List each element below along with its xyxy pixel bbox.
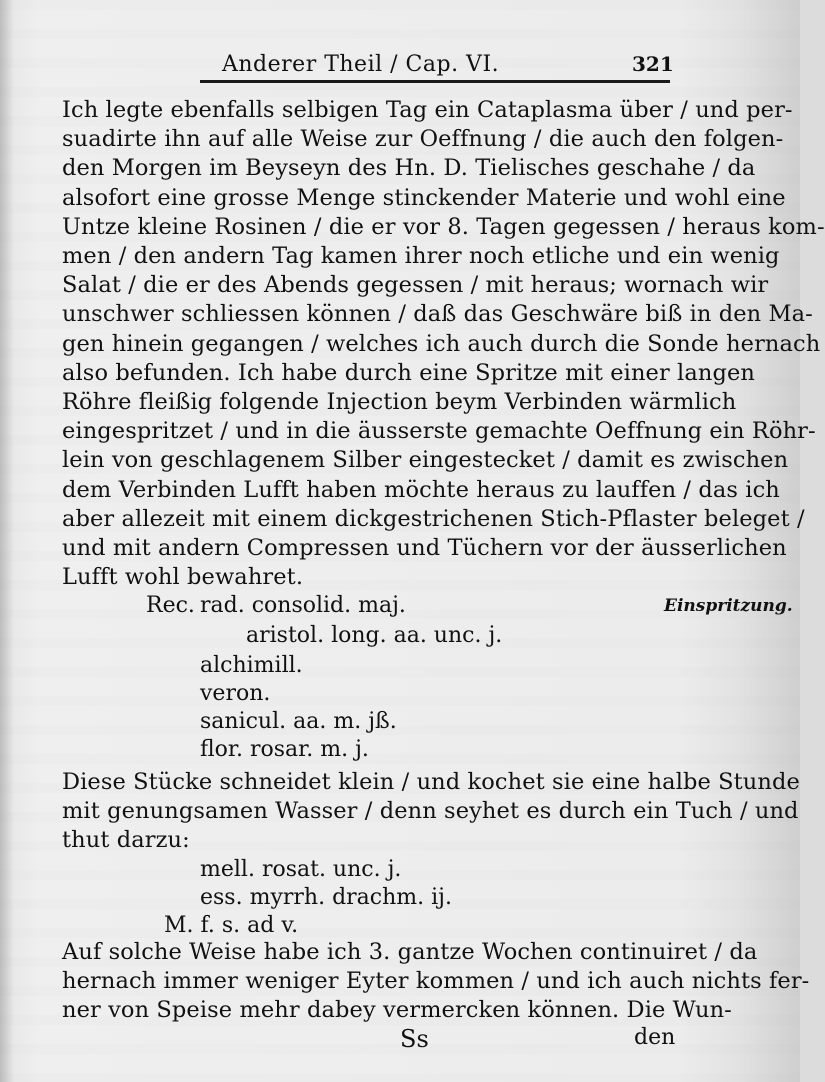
- recipe-line: alchimill.: [200, 653, 303, 678]
- recipe-line: ess. myrrh. drachm. ij.: [200, 885, 452, 910]
- text-line: alsofort eine grosse Menge stinckender Materie und wohl eine: [62, 184, 786, 211]
- margin-note: Einspritzung.: [664, 596, 793, 616]
- text-line: den Morgen im Beyseyn des Hn. D. Tielisches geschahe / da: [62, 155, 756, 182]
- text-line: lein von geschlagenem Silber eingestecket / damit es zwischen: [62, 447, 789, 474]
- text-line: thut darzu:: [62, 827, 190, 854]
- recipe-line: veron.: [200, 681, 271, 706]
- text-line: hernach immer weniger Eyter kommen / und ich auch nichts fer-: [62, 968, 810, 995]
- recipe-line: sanicul. aa. m. jß.: [200, 709, 397, 734]
- text-line: Salat / die er des Abends gegessen / mit heraus; wornach wir: [62, 272, 769, 299]
- recipe-line: aristol. long. aa. unc. j.: [246, 623, 503, 648]
- text-line: mit genungsamen Wasser / denn seyhet es durch ein Tuch / und: [62, 798, 799, 825]
- text-line: suadirte ihn auf alle Weise zur Oeffnung / die auch den folgen-: [62, 126, 784, 153]
- text-line: dem Verbinden Lufft haben möchte heraus zu lauffen / das ich: [62, 476, 780, 503]
- text-line: gen hinein gegangen / welches ich auch durch die Sonde hernach: [62, 330, 821, 357]
- catchword: den: [634, 1025, 676, 1050]
- text-line: Untze kleine Rosinen / die er vor 8. Tagen gegessen / heraus kom-: [62, 213, 825, 240]
- text-line: men / den andern Tag kamen ihrer noch etliche und ein wenig: [62, 243, 780, 270]
- signature-mark: Ss: [400, 1025, 429, 1053]
- text-line: ner von Speise mehr dabey vermercken können. Die Wun-: [62, 997, 732, 1024]
- recipe-prefix: Rec.: [146, 593, 195, 618]
- text-line: Ich legte ebenfalls selbigen Tag ein Cataplasma über / und per-: [62, 97, 793, 123]
- running-header: [200, 50, 680, 90]
- paragraph-2: [62, 768, 800, 856]
- header-rule: [200, 80, 670, 83]
- recipe-line: rad. consolid. maj.: [200, 593, 406, 618]
- text-line: also befunden. Ich habe durch eine Spritze mit einer langen: [62, 359, 755, 386]
- text-line: Röhre fleißig folgende Injection beym Verbinden wärmlich: [62, 389, 737, 416]
- text-line: unschwer schliessen können / daß das Geschwäre biß in den Ma-: [62, 301, 813, 328]
- recipe-line: mell. rosat. unc. j.: [200, 857, 402, 882]
- text-line: Lufft wohl bewahret.: [62, 564, 304, 591]
- recipe-closing: M. f. s. ad v.: [164, 913, 299, 938]
- running-title: Anderer Theil / Cap. VI.: [222, 52, 500, 77]
- paragraph-1: [62, 96, 825, 592]
- text-line: eingespritzet / und in die äusserste gemachte Oeffnung ein Röhr-: [62, 418, 816, 445]
- page-number: 321: [632, 52, 674, 76]
- text-line: und mit andern Compressen und Tüchern vor der äusserlichen: [62, 535, 787, 562]
- text-line: Diese Stücke schneidet klein / und kochet sie eine halbe Stunde: [62, 769, 800, 795]
- paragraph-3: [62, 938, 810, 1026]
- text-line: aber allezeit mit einem dickgestrichenen Stich-Pflaster beleget /: [62, 505, 805, 532]
- recipe-line: flor. rosar. m. j.: [200, 737, 369, 762]
- text-line: Auf solche Weise habe ich 3. gantze Wochen continuiret / da: [62, 939, 758, 965]
